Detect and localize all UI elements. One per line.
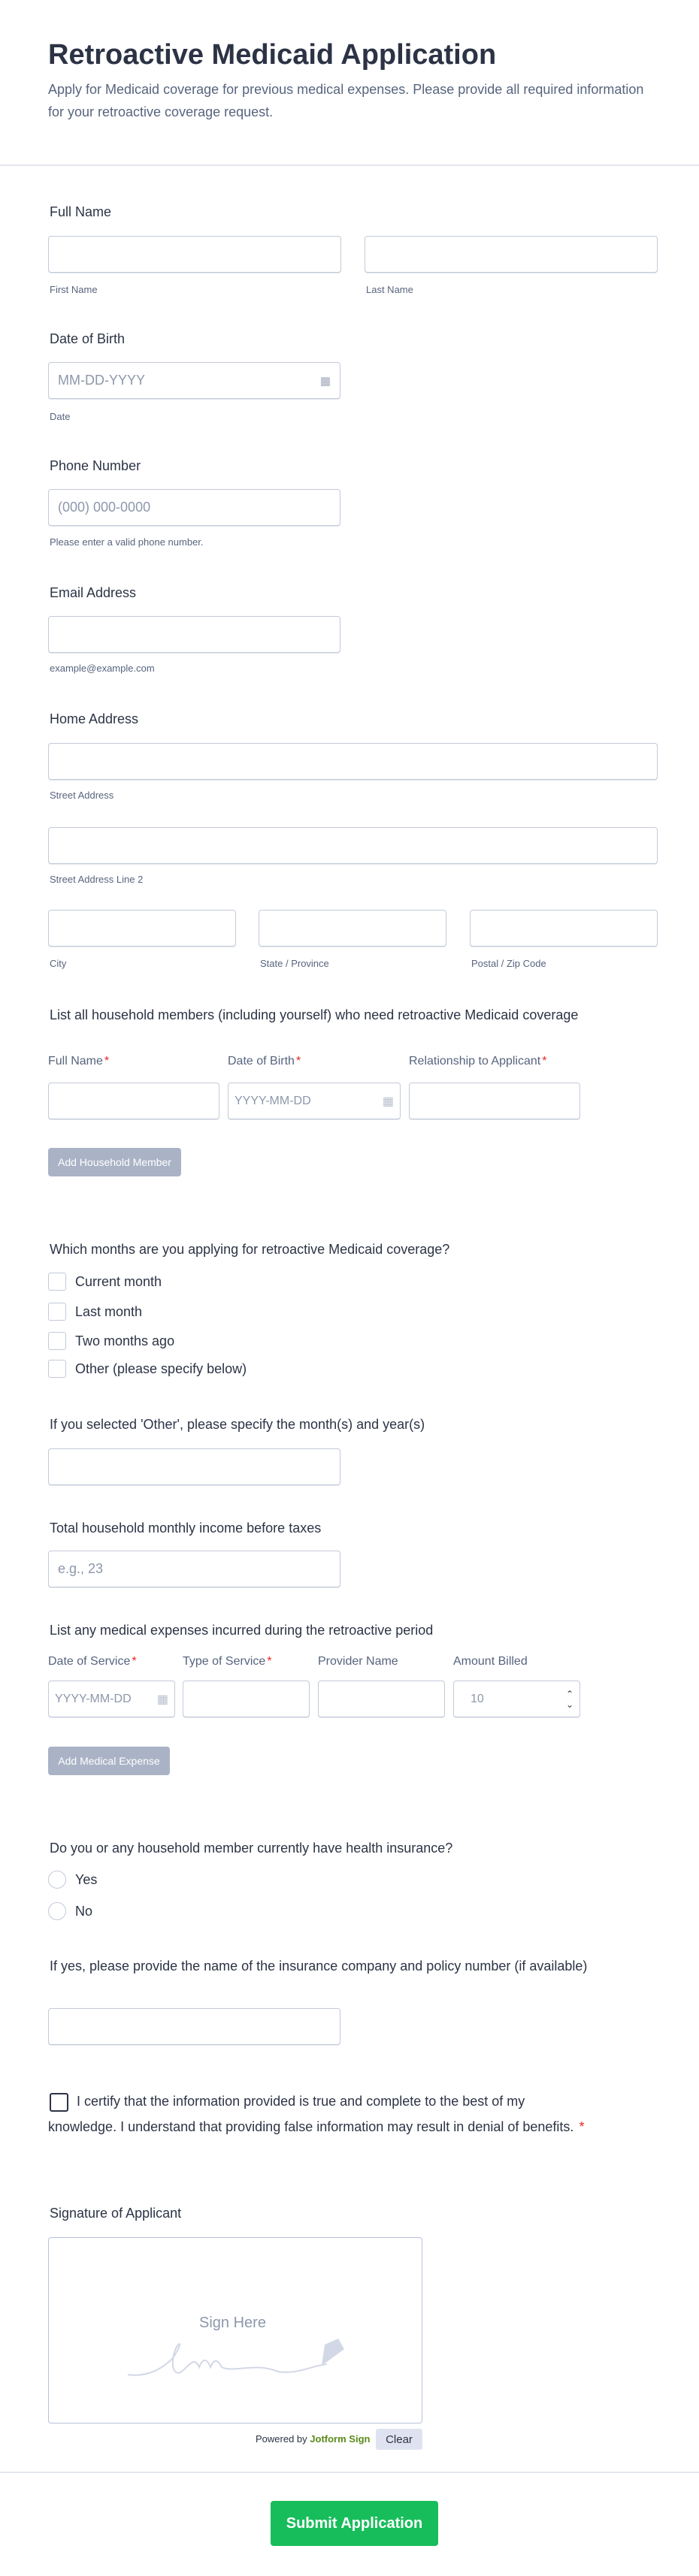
income-label: Total household monthly income before taxes	[50, 1521, 322, 1536]
household-name-input[interactable]	[48, 1083, 219, 1119]
household-col-relationship: Relationship to Applicant *	[409, 1055, 547, 1068]
month-option[interactable]: Last month	[48, 1303, 142, 1321]
household-relationship-input[interactable]	[409, 1083, 580, 1119]
month-option[interactable]: Current month	[48, 1273, 162, 1291]
signature-scribble-icon	[128, 2328, 346, 2388]
household-col-dob: Date of Birth *	[228, 1055, 301, 1068]
phone-sublabel: Please enter a valid phone number.	[50, 536, 204, 548]
expense-amount-input[interactable]: 10 ⌃ ⌄	[453, 1681, 580, 1717]
street2-input[interactable]	[48, 827, 658, 864]
spinner-icon[interactable]: ⌃ ⌄	[565, 1688, 573, 1710]
month-option[interactable]: Two months ago	[48, 1332, 174, 1350]
certify-text: I certify that the information provided is true and complete to the best of my knowledge. I understand that providing false information may result in denial of benefits. *	[48, 2094, 585, 2134]
radio[interactable]	[48, 1871, 66, 1889]
signature-pad[interactable]	[48, 2237, 422, 2423]
state-sublabel: State / Province	[260, 958, 329, 969]
add-household-member-button[interactable]: Add Household Member	[48, 1148, 181, 1176]
street-sublabel: Street Address	[50, 790, 114, 801]
email-sublabel: example@example.com	[50, 663, 155, 674]
footer-divider	[0, 2472, 699, 2473]
household-label: List all household members (including yourself) who need retroactive Medicaid coverage	[50, 1007, 579, 1022]
signature-label: Signature of Applicant	[50, 2206, 182, 2221]
last-name-input[interactable]	[365, 236, 658, 273]
radio[interactable]	[48, 1902, 66, 1920]
insurance-label: Do you or any household member currently have health insurance?	[50, 1841, 453, 1856]
expense-provider-input[interactable]	[318, 1681, 445, 1717]
phone-placeholder: (000) 000-0000	[58, 500, 151, 515]
sign-here-text: Sign Here	[199, 2315, 266, 2331]
phone-input[interactable]	[48, 489, 340, 526]
address-label: Home Address	[50, 711, 139, 726]
checkbox[interactable]	[48, 1332, 66, 1350]
expenses-col-provider: Provider Name	[318, 1655, 398, 1668]
first-name-sublabel: First Name	[50, 284, 98, 295]
clear-signature-button[interactable]: Clear	[376, 2429, 422, 2450]
expenses-col-type: Type of Service *	[183, 1655, 272, 1668]
street-input[interactable]	[48, 743, 658, 780]
state-input[interactable]	[259, 910, 446, 947]
checkbox[interactable]	[48, 1303, 66, 1321]
phone-label: Phone Number	[50, 458, 141, 473]
add-medical-expense-button[interactable]: Add Medical Expense	[48, 1747, 170, 1775]
full-name-label: Full Name	[50, 204, 112, 219]
form-title: Retroactive Medicaid Application	[48, 39, 497, 71]
insurance-details-label: If yes, please provide the name of the insurance company and policy number (if available)	[50, 1958, 588, 1974]
checkbox[interactable]	[48, 1273, 66, 1291]
city-sublabel: City	[50, 958, 67, 969]
dob-placeholder: MM-DD-YYYY	[58, 373, 145, 388]
jotform-sign-brand: Jotform Sign	[310, 2433, 371, 2445]
month-option[interactable]: Other (please specify below)	[48, 1360, 247, 1378]
income-input[interactable]: e.g., 23	[48, 1551, 340, 1587]
expense-date-input[interactable]: YYYY-MM-DD ▦	[48, 1681, 175, 1717]
dob-input[interactable]	[48, 362, 340, 399]
household-dob-input[interactable]: YYYY-MM-DD ▦	[228, 1083, 401, 1119]
form-description: Apply for Medicaid coverage for previous medical expenses. Please provide all required information for your retroactive coverage request.	[48, 82, 644, 119]
other-input[interactable]	[48, 1448, 340, 1485]
calendar-icon[interactable]: ▦	[319, 374, 331, 388]
powered-by: Powered by Jotform Sign	[256, 2433, 371, 2445]
dob-label: Date of Birth	[50, 331, 126, 346]
zip-input[interactable]	[470, 910, 658, 947]
months-label: Which months are you applying for retroactive Medicaid coverage?	[50, 1242, 450, 1257]
expense-type-input[interactable]	[183, 1681, 310, 1717]
expenses-label: List any medical expenses incurred during the retroactive period	[50, 1623, 434, 1638]
expenses-col-amount: Amount Billed	[453, 1655, 528, 1668]
other-label: If you selected 'Other', please specify the month(s) and year(s)	[50, 1417, 425, 1432]
insurance-option-no[interactable]: No	[48, 1902, 92, 1920]
insurance-details-input[interactable]	[48, 2008, 340, 2045]
submit-button[interactable]: Submit Application	[271, 2501, 438, 2546]
checkbox[interactable]	[48, 1360, 66, 1378]
email-input[interactable]	[48, 616, 340, 653]
insurance-option-yes[interactable]: Yes	[48, 1871, 97, 1889]
expenses-col-date: Date of Service *	[48, 1655, 137, 1668]
zip-sublabel: Postal / Zip Code	[471, 958, 546, 969]
header-divider	[0, 165, 699, 166]
email-label: Email Address	[50, 585, 137, 600]
last-name-sublabel: Last Name	[366, 284, 413, 295]
first-name-input[interactable]	[48, 236, 341, 273]
dob-sublabel: Date	[50, 411, 71, 422]
calendar-icon[interactable]: ▦	[156, 1693, 168, 1706]
city-input[interactable]	[48, 910, 236, 947]
household-col-name: Full Name *	[48, 1055, 110, 1068]
calendar-icon[interactable]: ▦	[382, 1095, 394, 1108]
street2-sublabel: Street Address Line 2	[50, 874, 144, 885]
certify-checkbox[interactable]	[50, 2093, 68, 2112]
